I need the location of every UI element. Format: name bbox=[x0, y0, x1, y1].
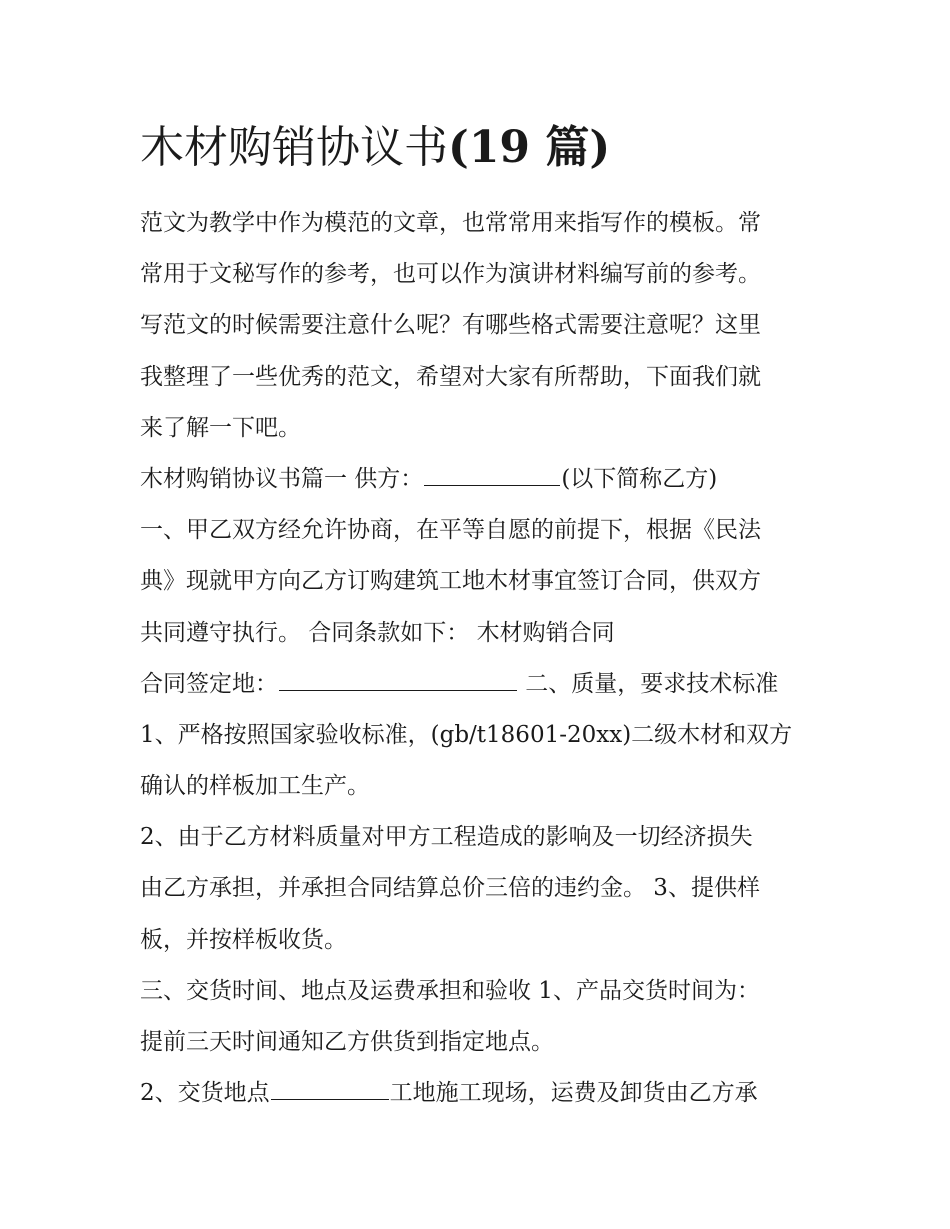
intro-line: 常用于文秘写作的参考，也可以作为演讲材料编写前的参考。 bbox=[140, 261, 761, 288]
clause-line: 共同遵守执行。 合同条款如下： 木材购销合同 bbox=[140, 619, 615, 646]
delivery-blank bbox=[271, 1071, 389, 1100]
signing-after: 二、质量，要求技术标准 bbox=[518, 670, 779, 697]
quality-line: 三、交货时间、地点及运费承担和验收 1、产品交货时间为： bbox=[140, 977, 760, 1004]
signing-label: 合同签定地： bbox=[140, 670, 278, 697]
delivery-after: 工地施工现场，运费及卸货由乙方承 bbox=[389, 1080, 758, 1107]
document-body bbox=[140, 198, 820, 1119]
quality-line: 1、严格按照国家验收标准，(gb/t18601-20xx)二级木材和双方 bbox=[140, 721, 793, 748]
intro-line: 范文为教学中作为模范的文章，也常常用来指写作的模板。常 bbox=[140, 210, 761, 236]
quality-line: 提前三天时间通知乙方供货到指定地点。 bbox=[140, 1029, 554, 1055]
document-title bbox=[140, 116, 610, 180]
signing-blank bbox=[279, 662, 517, 691]
supplier-line bbox=[140, 454, 820, 505]
delivery-label: 2、交货地点 bbox=[140, 1080, 270, 1107]
clause-line: 典》现就甲方向乙方订购建筑工地木材事宜签订合同，供双方 bbox=[140, 568, 761, 595]
title-main: 木材购销协议书 bbox=[140, 122, 448, 173]
supplier-note: (以下简称乙方) bbox=[561, 465, 718, 492]
intro-line: 来了解一下吧。 bbox=[140, 414, 301, 441]
intro-line: 写范文的时候需要注意什么呢？有哪些格式需要注意呢？这里 bbox=[140, 312, 761, 339]
intro-line: 我整理了一些优秀的范文，希望对大家有所帮助，下面我们就 bbox=[140, 363, 761, 390]
signing-line bbox=[140, 659, 820, 710]
delivery-line bbox=[140, 1068, 820, 1119]
title-suffix: (19 篇) bbox=[448, 122, 611, 173]
quality-line: 2、由于乙方材料质量对甲方工程造成的影响及一切经济损失 bbox=[140, 824, 753, 851]
supplier-blank bbox=[424, 457, 560, 486]
quality-line: 由乙方承担，并承担合同结算总价三倍的违约金。 3、提供样 bbox=[140, 875, 760, 902]
supplier-label: 木材购销协议书篇一 供方： bbox=[140, 465, 424, 492]
quality-line: 确认的样板加工生产。 bbox=[140, 773, 370, 800]
clause-line: 一、甲乙双方经允许协商，在平等自愿的前提下，根据《民法 bbox=[140, 517, 761, 544]
quality-line: 板，并按样板收货。 bbox=[140, 926, 347, 953]
